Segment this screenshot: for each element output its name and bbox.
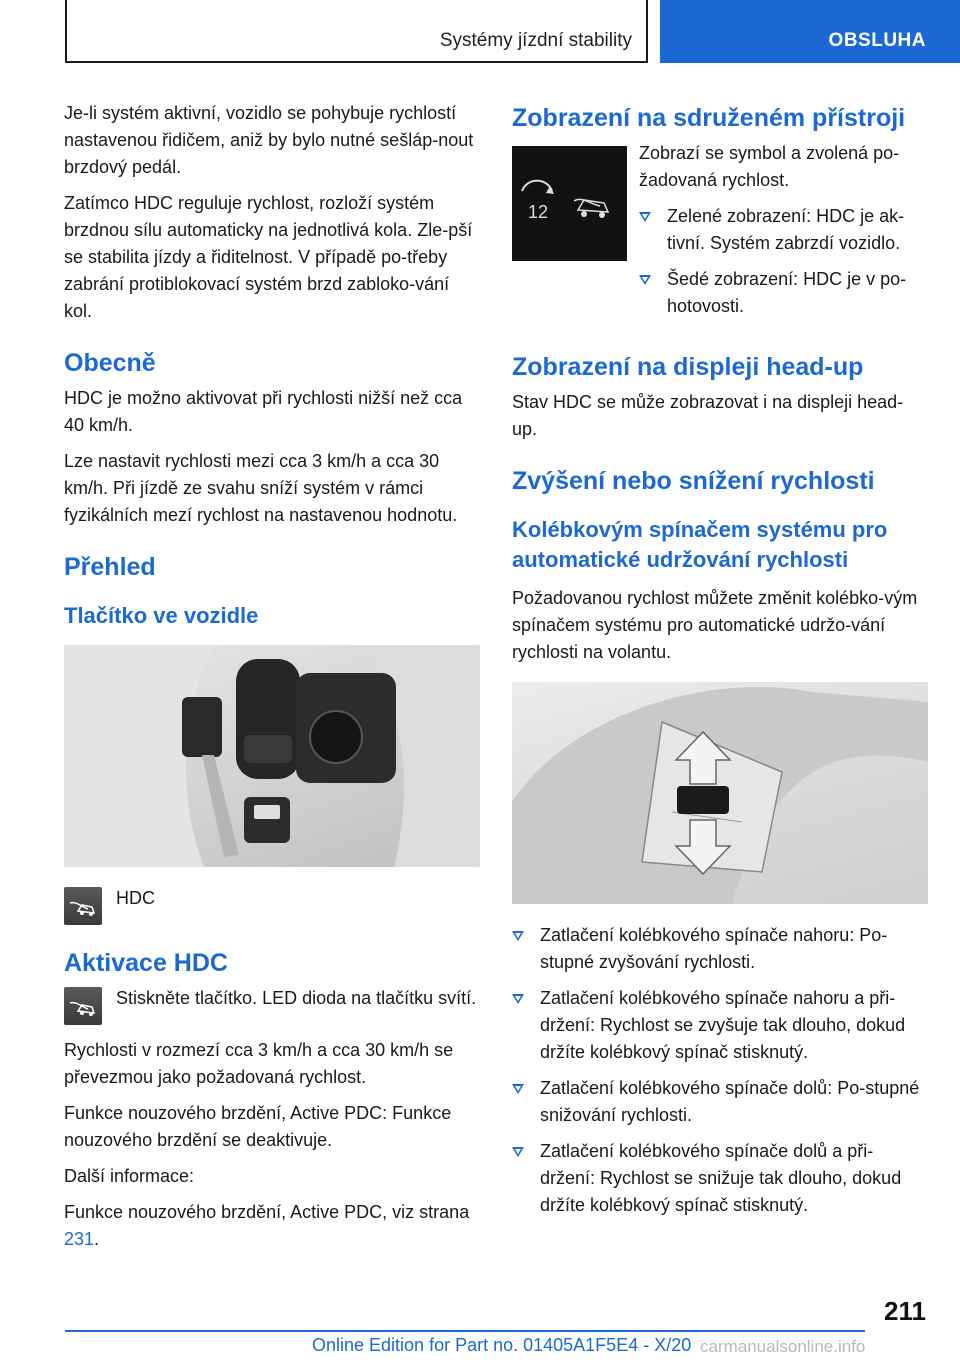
paragraph: Rychlosti v rozmezí cca 3 km/h a cca 30 km/h se převezmou jako požadovaná rychlost. [64,1040,454,1087]
paragraph: Je-li systém aktivní, vozidlo se pohybuje rychlostí nastavenou řidičem, aniž by bylo nutné sešláp-nout brzdový pedál. [64,103,474,177]
cluster-block [512,140,928,329]
paragraph: Další informace: [64,1166,195,1186]
paragraph: HDC je možno aktivovat při rychlosti nižší než cca 40 km/h. [64,388,463,435]
header-box [65,0,648,63]
paragraph: Požadovanou rychlost můžete změnit kolébko-vým spínačem systému pro automatické udržo-vání rychlosti na volantu. [512,588,918,662]
watermark: carmanualsonline.info [700,1337,866,1356]
paragraph: Zatímco HDC reguluje rychlost, rozloží systém brzdnou sílu automaticky na jednotlivá kola. Zle-pší se stabilita jízdy a řiditelnost. V případě po-třeby zabrání protiblokovací systém brzd zabloko-vání kol. [64,193,473,321]
right-column [512,100,928,1228]
center-console-illustration [64,645,480,867]
heading-change-speed: Zvýšení nebo snížení rychlosti [512,467,875,495]
hill-descent-icon [64,987,102,1025]
heading-general: Obecně [64,349,156,377]
left-column [64,100,480,1262]
hill-descent-icon [64,887,102,925]
paragraph: Zobrazí se symbol a zvolená po-žadovaná rychlost. [639,143,900,190]
footer-divider [65,1330,865,1332]
list-item: Zatlačení kolébkového spínače dolů a při-držení: Rychlost se snižuje tak dlouho, dokud držíte kolébkový spínač stisknutý. [512,1138,928,1219]
list-item: Šedé zobrazení: HDC je v po-hotovosti. [639,266,928,320]
center-console-photo [64,645,480,867]
list-item: Zelené zobrazení: HDC je ak-tivní. Systém zabrzdí vozidlo. [639,203,928,257]
paragraph: Funkce nouzového brzdění, Active PDC: Funkce nouzového brzdění se deaktivuje. [64,1103,452,1150]
activation-text: Stiskněte tlačítko. LED dioda na tlačítku svítí. [116,988,477,1008]
paragraph-reference: Funkce nouzového brzdění, Active PDC, viz strana 231. [64,1202,470,1249]
heading-cluster: Zobrazení na sdruženém přístroji [512,104,906,132]
instrument-cluster-image [512,146,627,261]
page-link[interactable]: 231 [64,1229,95,1249]
heading-overview: Přehled [64,553,156,581]
section-label: OBSLUHA [828,30,926,51]
list-item: Zatlačení kolébkového spínače dolů: Po-stupné snižování rychlosti. [512,1075,928,1129]
paragraph: Stav HDC se může zobrazovat i na displeji head-up. [512,392,904,439]
hdc-label: HDC [116,888,155,908]
steering-wheel-photo [512,682,928,904]
paragraph: Lze nastavit rychlosti mezi cca 3 km/h a cca 30 km/h. Při jízdě ze svahu sníží systém v rámci fyzikálních mezí rychlost na nastavenou hodnotu. [64,451,458,525]
heading-button: Tlačítko ve vozidle [64,603,259,628]
cluster-speed: 12 [528,202,549,222]
section-tab [660,0,960,63]
page-number: 211 [884,1296,926,1326]
activation-instruction [64,985,480,1025]
hdc-legend [64,885,480,925]
heading-hud: Zobrazení na displeji head-up [512,353,864,381]
heading-rocker: Kolébkovým spínačem systému pro automatické udržování rychlosti [512,517,888,572]
rocker-switch-illustration [512,682,928,904]
rocker-bullets [512,922,928,1219]
list-item: Zatlačení kolébkového spínače nahoru a při-držení: Rychlost se zvyšuje tak dlouho, dokud držíte kolébkový spínač stisknutý. [512,985,928,1066]
list-item: Zatlačení kolébkového spínače nahoru: Po-stupné zvyšování rychlosti. [512,922,928,976]
edition-text: Online Edition for Part no. 01405A1F5E4 - X/20 [312,1335,692,1355]
cluster-bullets [639,203,928,320]
heading-activation: Aktivace HDC [64,949,228,977]
chapter-title: Systémy jízdní stability [439,30,632,51]
